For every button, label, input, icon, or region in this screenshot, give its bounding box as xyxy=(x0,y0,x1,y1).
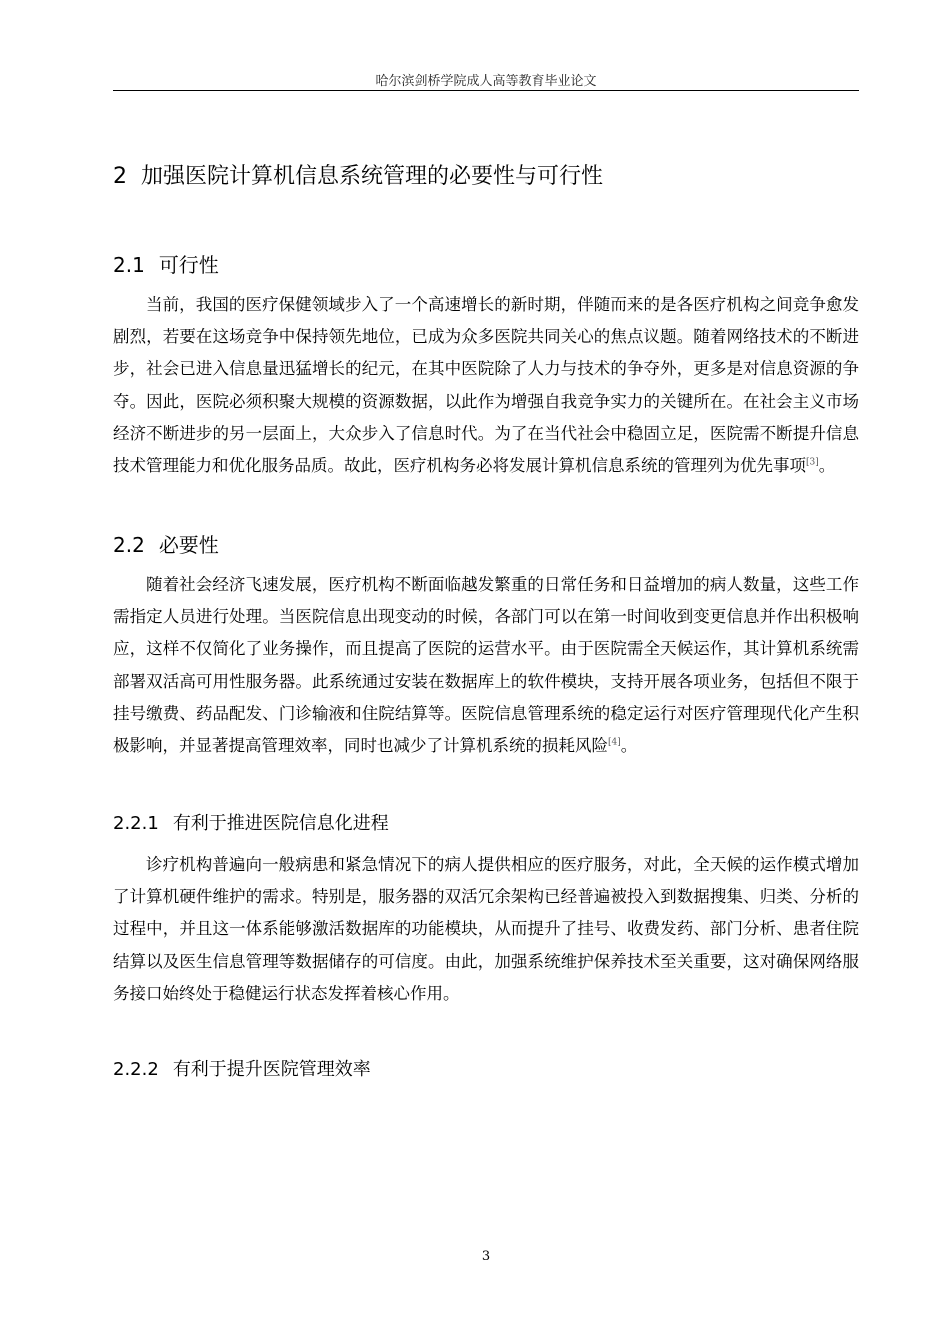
paragraph-text: 诊疗机构普遍向一般病患和紧急情况下的病人提供相应的医疗服务，对此，全天候的运作模式增加了计算机硬件维护的需求。特别是，服务器的双活冗余架构已经普遍被投入到数据搜集、归类、分析的过程中，并且这一体系能够激活数据库的功能模块，从而提升了挂号、收费发药、部门分析、患者住院结算以及医生信息管理等数据储存的可信度。由此，加强系统维护保养技术至关重要，这对确保网络服务接口始终处于稳健运行状态发挥着核心作用。 xyxy=(113,855,859,1003)
section-title: 必要性 xyxy=(158,533,219,557)
page-number: 3 xyxy=(481,1249,491,1264)
subsection-number: 2.2.2 xyxy=(113,1059,159,1080)
paragraph-end: 。 xyxy=(818,456,836,476)
section-title: 可行性 xyxy=(158,253,219,277)
chapter-title: 加强医院计算机信息系统管理的必要性与可行性 xyxy=(141,164,604,189)
section-number: 2.1 xyxy=(113,253,145,277)
section-heading-2-1 xyxy=(113,250,219,280)
subsection-number: 2.2.1 xyxy=(113,813,159,834)
subsection-heading-2-2-2 xyxy=(113,1056,371,1084)
subsection-title: 有利于推进医院信息化进程 xyxy=(172,813,389,834)
section-heading-2-2 xyxy=(113,530,219,560)
subsection-heading-2-2-1 xyxy=(113,810,389,838)
paragraph-necessity xyxy=(113,569,859,762)
running-header: 哈尔滨剑桥学院成人高等教育毕业论文 xyxy=(375,74,597,89)
section-number: 2.2 xyxy=(113,533,145,557)
citation-ref: [4] xyxy=(608,737,621,748)
subsection-title: 有利于提升医院管理效率 xyxy=(172,1059,371,1080)
chapter-heading xyxy=(113,160,603,194)
chapter-number: 2 xyxy=(113,164,127,189)
header-rule xyxy=(113,90,859,91)
paragraph-end: 。 xyxy=(620,736,638,756)
paragraph-text: 当前，我国的医疗保健领域步入了一个高速增长的新时期，伴随而来的是各医疗机构之间竞争愈发剧烈，若要在这场竞争中保持领先地位，已成为众多医院共同关心的焦点议题。随着网络技术的不断进步，社会已进入信息量迅猛增长的纪元，在其中医院除了人力与技术的争夺外，更多是对信息资源的争夺。因此，医院必须积聚大规模的资源数据，以此作为增强自我竞争实力的关键所在。在社会主义市场经济不断进步的另一层面上，大众步入了信息时代。为了在当代社会中稳固立足，医院需不断提升信息技术管理能力和优化服务品质。故此，医疗机构务必将发展计算机信息系统的管理列为优先事项 xyxy=(113,295,859,476)
citation-ref: [3] xyxy=(806,457,819,468)
paragraph-text: 随着社会经济飞速发展，医疗机构不断面临越发繁重的日常任务和日益增加的病人数量，这些工作需指定人员进行处理。当医院信息出现变动的时候，各部门可以在第一时间收到变更信息并作出积极响应，这样不仅简化了业务操作，而且提高了医院的运营水平。由于医院需全天候运作，其计算机系统需部署双活高可用性服务器。此系统通过安装在数据库上的软件模块，支持开展各项业务，包括但不限于挂号缴费、药品配发、门诊输液和住院结算等。医院信息管理系统的稳定运行对医疗管理现代化产生积极影响，并显著提高管理效率，同时也减少了计算机系统的损耗风险 xyxy=(113,575,859,756)
paragraph-informatization xyxy=(113,849,859,1010)
paragraph-feasibility xyxy=(113,289,859,482)
